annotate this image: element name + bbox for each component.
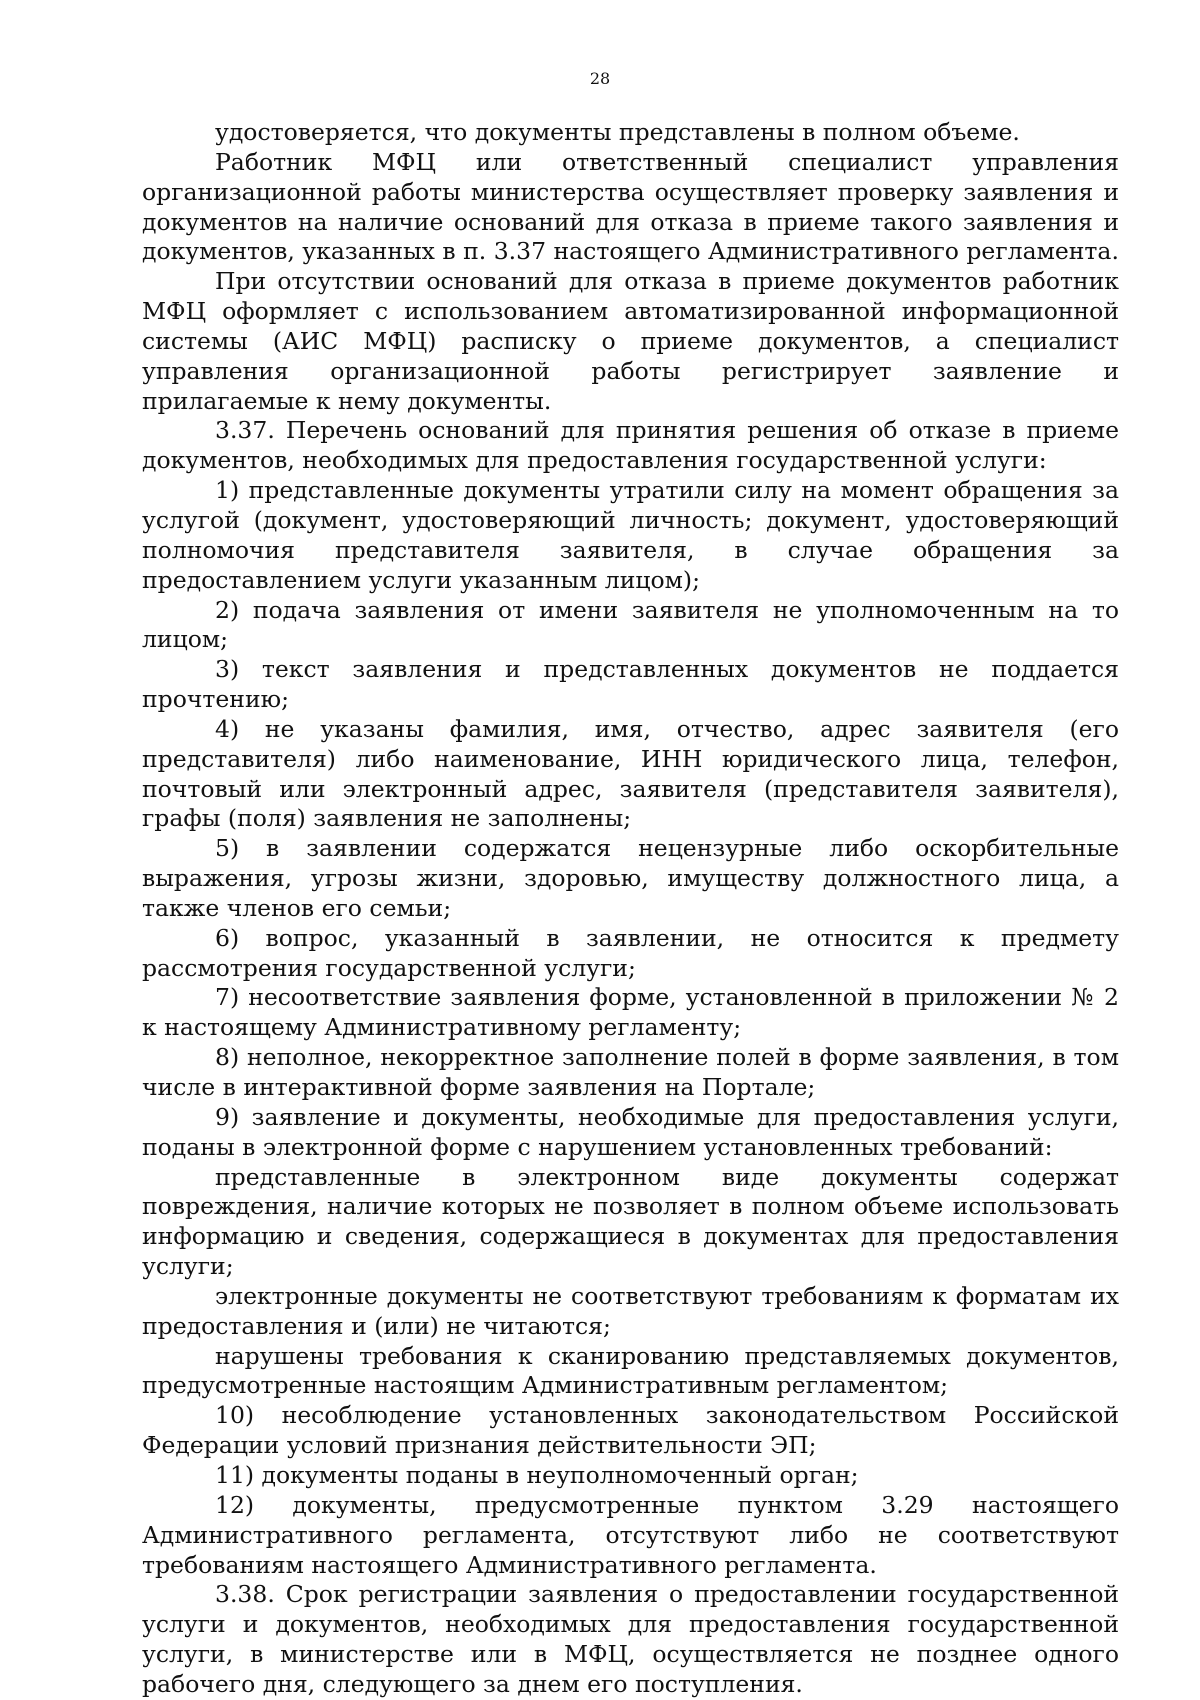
paragraph-documents-complete: удостоверяется, что документы представлены в полном объеме. — [215, 118, 1020, 146]
list-item-6: 6) вопрос, указанный в заявлении, не относится к предмету рассмотрения государственной услуги; — [142, 923, 1119, 982]
list-item-11: 11) документы поданы в неуполномоченный орган; — [215, 1460, 859, 1489]
list-item-8: 8) неполное, некорректное заполнение полей в форме заявления, в том числе в интерактивной форме заявления на Портале; — [142, 1043, 1119, 1101]
list-item-10: 10) несоблюдение установленных законодательством Российской Федерации условий признания действительности ЭП; — [142, 1401, 1119, 1460]
document-body — [142, 118, 1119, 1700]
list-item-1: 1) представленные документы утратили силу на момент обращения за услугой (документ, удостоверяющий личность; документ, удостоверяющий полномочия представителя заявителя, в случае обращения за предоставлением услуги указанным лицом); — [142, 476, 1119, 594]
list-item-2: 2) подача заявления от имени заявителя не уполномоченным на то лицом; — [142, 595, 1119, 654]
page-number: 28 — [589, 69, 611, 88]
list-item-3: 3) текст заявления и представленных документов не поддается прочтению; — [142, 655, 1119, 714]
paragraph-mfc-check: Работник МФЦ или ответственный специалист управления организационной работы министерства осуществляет проверку заявления и документов на наличие оснований для отказа в приеме такого заявления и документов, указанных в п. 3.37 настоящего Административного регламента. — [142, 147, 1119, 266]
paragraph-receipt-registration: При отсутствии оснований для отказа в приеме документов работник МФЦ оформляет с использованием автоматизированной информационной системы (АИС МФЦ) расписку о приеме документов, а специалист управления организационной работы регистрирует заявление и прилагаемые к нему документы. — [142, 267, 1119, 415]
paragraph-3-38: 3.38. Срок регистрации заявления о предоставлении государственной услуги и документов, необходимых для предоставления государственной услуги, в министерстве или в МФЦ, осуществляется не позднее одного рабочего дня, следующего за днем его поступления. — [142, 1580, 1119, 1698]
list-item-9-subitem-damaged: представленные в электронном виде документы содержат повреждения, наличие которых не позволяет в полном объеме использовать информацию и сведения, содержащиеся в документах для предоставления услуги; — [142, 1162, 1119, 1281]
list-item-7: 7) несоответствие заявления форме, установленной в приложении № 2 к настоящему Административному регламенту; — [142, 983, 1119, 1042]
list-item-12: 12) документы, предусмотренные пунктом 3.29 настоящего Административного регламента, отсутствуют либо не соответствуют требованиям настоящего Административного регламента. — [142, 1490, 1119, 1579]
list-item-4: 4) не указаны фамилия, имя, отчество, адрес заявителя (его представителя) либо наименование, ИНН юридического лица, телефон, почтовый или электронный адрес, заявителя (представителя заявителя), графы (поля) заявления не заполнены; — [142, 714, 1119, 833]
list-item-9-subitem-scanning: нарушены требования к сканированию представляемых документов, предусмотренные настоящим Административным регламентом; — [142, 1341, 1119, 1400]
list-item-9-subitem-format: электронные документы не соответствуют требованиям к форматам их предоставления и (или) не читаются; — [142, 1281, 1119, 1340]
paragraph-3-37-heading: 3.37. Перечень оснований для принятия решения об отказе в приеме документов, необходимых для предоставления государственной услуги: — [142, 416, 1119, 475]
list-item-9: 9) заявление и документы, необходимые для предоставления услуги, поданы в электронной форме с нарушением установленных требований: — [142, 1102, 1119, 1161]
list-item-5: 5) в заявлении содержатся нецензурные либо оскорбительные выражения, угрозы жизни, здоровью, имуществу должностного лица, а также членов его семьи; — [142, 834, 1119, 922]
